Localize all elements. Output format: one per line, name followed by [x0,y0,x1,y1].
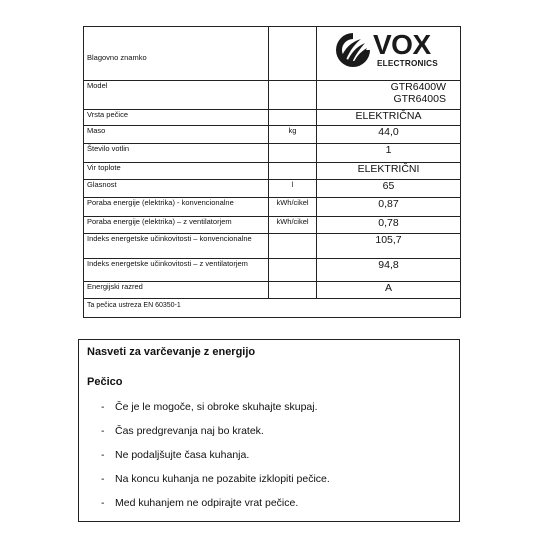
table-row [84,180,461,198]
tip-text: Na koncu kuhanja ne pozabite izklopiti pečice. [115,473,330,485]
list-item [101,400,330,424]
row-value: ELEKTRIČNA [317,110,461,126]
table-row [84,198,461,217]
row-unit [269,27,317,81]
row-unit: kWh/cikel [269,198,317,217]
list-item [101,472,330,496]
list-item [101,424,330,448]
tips-title: Nasveti za varčevanje z energijo [87,346,256,358]
table-row [84,217,461,234]
row-label: Blagovno znamko [84,27,269,81]
table-row [84,163,461,180]
row-unit [269,144,317,163]
bullet-dash: - [101,449,105,461]
bullet-dash: - [101,497,105,509]
brand-subtitle: ELECTRONICS [377,59,438,68]
table-row [84,259,461,282]
row-unit [269,110,317,126]
row-unit [269,282,317,299]
row-unit: l [269,180,317,198]
table-row [84,299,461,318]
model-values [317,81,461,110]
row-value: 65 [317,180,461,198]
row-value: 0,87 [317,198,461,217]
table-row [84,27,461,81]
row-label: Število votlin [84,144,269,163]
row-label: Model [84,81,269,110]
tips-section-heading: Pečico [87,376,123,388]
model-value: GTR6400W [390,81,446,93]
table-row [84,110,461,126]
row-value: ELEKTRIČNI [317,163,461,180]
brand-logo [333,30,489,72]
tips-list [101,400,330,520]
tip-text: Ne podaljšujte časa kuhanja. [115,449,250,461]
bullet-dash: - [101,425,105,437]
table-row [84,282,461,299]
row-value: A [317,282,461,299]
tip-text: Med kuhanjem ne odpirajte vrat pečice. [115,497,299,509]
list-item [101,496,330,520]
compliance-footnote: Ta pečica ustreza EN 60350-1 [84,299,461,318]
brand-logo-cell [317,27,461,81]
spec-table [83,26,461,318]
row-value: 1 [317,144,461,163]
vox-swirl-icon [333,30,373,70]
row-label: Maso [84,126,269,144]
table-row [84,81,461,110]
row-unit [269,81,317,110]
model-value-alt: GTR6400S [393,93,446,105]
row-label: Indeks energetske učinkovitosti – z ventilatorjem [84,259,269,282]
row-value: 0,78 [317,217,461,234]
tip-text: Čas predgrevanja naj bo kratek. [115,425,264,437]
row-label: Vrsta pečice [84,110,269,126]
row-value: 44,0 [317,126,461,144]
list-item [101,448,330,472]
bullet-dash: - [101,473,105,485]
row-label: Indeks energetske učinkovitosti – konvencionalne [84,234,269,259]
row-unit [269,259,317,282]
row-unit: kg [269,126,317,144]
bullet-dash: - [101,401,105,413]
energy-tips-box [78,339,460,522]
row-unit [269,234,317,259]
table-row [84,234,461,259]
table-row [84,126,461,144]
row-value: 94,8 [317,259,461,282]
row-label: Glasnost [84,180,269,198]
tip-text: Če je le mogoče, si obroke skuhajte skupaj. [115,401,318,413]
brand-name: VOX [373,29,431,60]
row-label: Poraba energije (elektrika) - konvencionalne [84,198,269,217]
row-unit [269,163,317,180]
row-value: 105,7 [317,234,461,259]
row-label: Energijski razred [84,282,269,299]
row-unit: kWh/cikel [269,217,317,234]
row-label: Poraba energije (elektrika) – z ventilatorjem [84,217,269,234]
row-label: Vir toplote [84,163,269,180]
table-row [84,144,461,163]
